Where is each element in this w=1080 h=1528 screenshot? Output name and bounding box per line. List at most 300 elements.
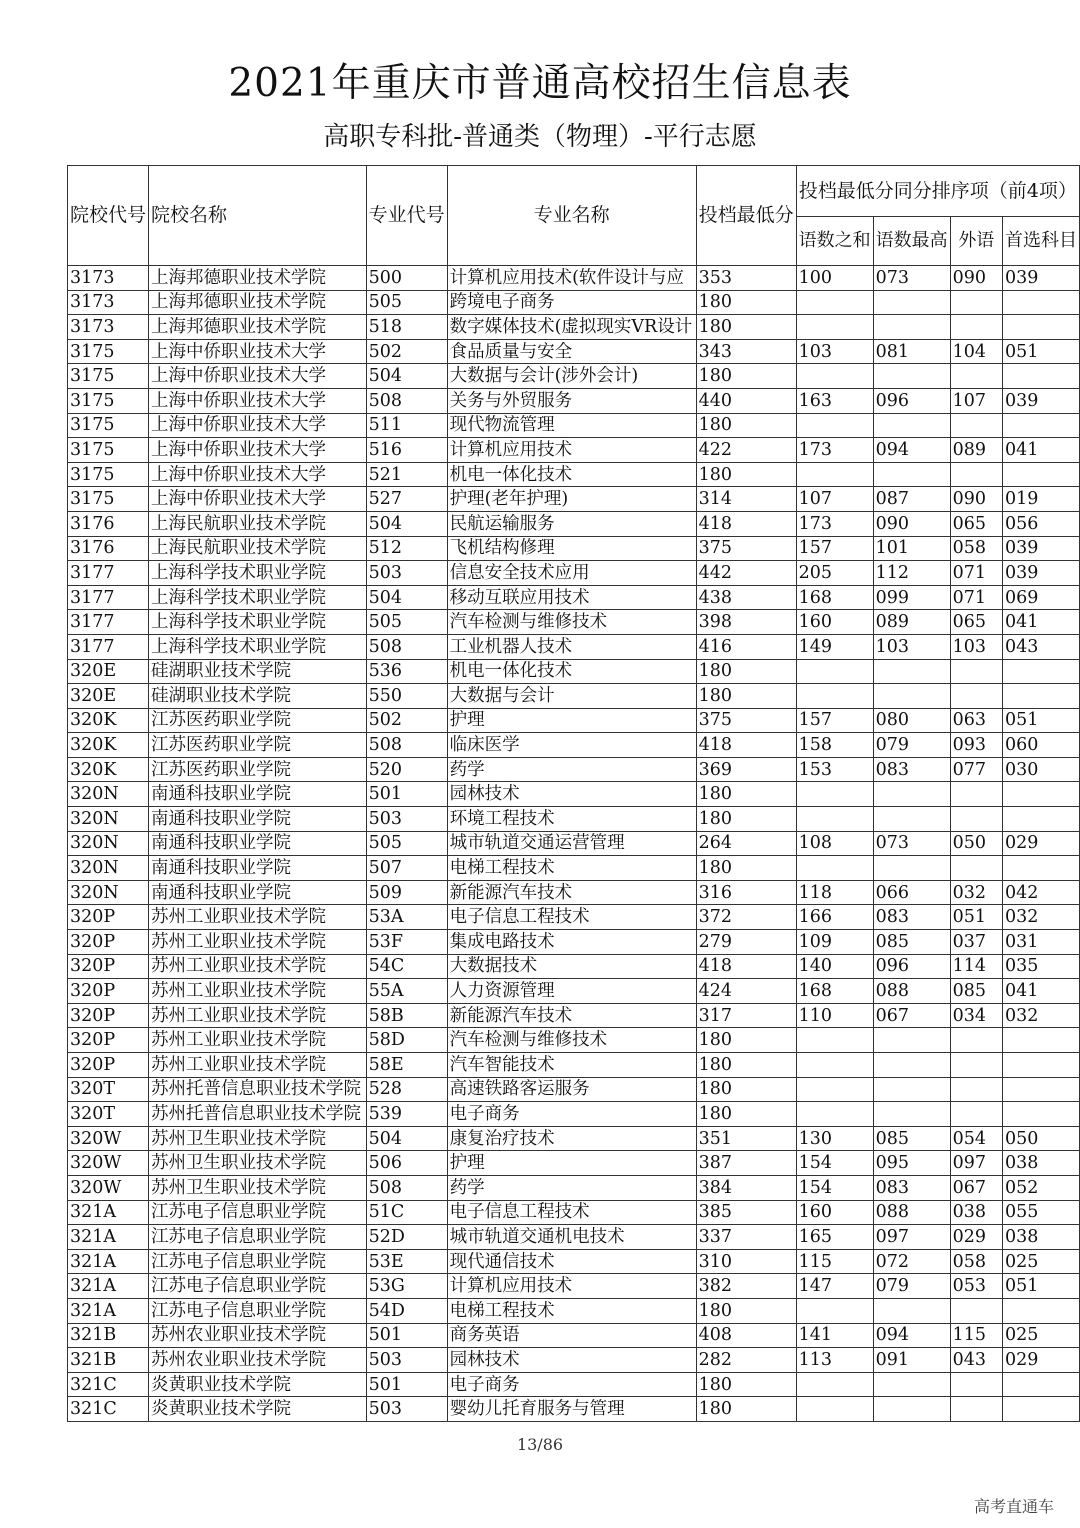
major-name-cell: 大数据与会计	[447, 684, 696, 709]
sum-chinese-math-cell: 153	[796, 757, 873, 782]
min-score-cell: 180	[696, 1397, 796, 1422]
min-score-cell: 418	[696, 954, 796, 979]
first-subject-cell	[1002, 1053, 1079, 1078]
min-score-cell: 314	[696, 487, 796, 512]
major-code-cell: 528	[366, 1077, 447, 1102]
max-chinese-math-cell	[873, 684, 950, 709]
foreign-language-cell: 097	[950, 1151, 1002, 1176]
sum-chinese-math-cell: 165	[796, 1225, 873, 1250]
max-chinese-math-cell: 079	[873, 1274, 950, 1299]
major-code-cell: 52D	[366, 1225, 447, 1250]
max-chinese-math-cell	[873, 1397, 950, 1422]
sum-chinese-math-cell	[796, 1298, 873, 1323]
foreign-language-cell: 053	[950, 1274, 1002, 1299]
school-code-cell: 320W	[68, 1151, 149, 1176]
school-code-cell: 3175	[68, 339, 149, 364]
sum-chinese-math-cell: 149	[796, 634, 873, 659]
major-code-cell: 503	[366, 1348, 447, 1373]
sum-chinese-math-cell	[796, 659, 873, 684]
table-row	[68, 315, 1080, 340]
foreign-language-cell	[950, 1028, 1002, 1053]
school-code-cell: 3175	[68, 462, 149, 487]
max-chinese-math-cell: 080	[873, 708, 950, 733]
min-score-cell: 343	[696, 339, 796, 364]
school-name-cell: 南通科技职业学院	[149, 807, 367, 832]
table-row	[68, 462, 1080, 487]
first-subject-cell	[1002, 1077, 1079, 1102]
max-chinese-math-cell: 085	[873, 1126, 950, 1151]
min-score-cell: 180	[696, 462, 796, 487]
major-name-cell: 计算机应用技术	[447, 438, 696, 463]
foreign-language-cell	[950, 1397, 1002, 1422]
sum-chinese-math-cell: 103	[796, 339, 873, 364]
table-row	[68, 388, 1080, 413]
school-code-cell: 3175	[68, 487, 149, 512]
table-row	[68, 266, 1080, 291]
school-code-cell: 3173	[68, 266, 149, 291]
school-name-cell: 苏州工业职业技术学院	[149, 905, 367, 930]
sum-chinese-math-cell	[796, 1372, 873, 1397]
major-name-cell: 高速铁路客运服务	[447, 1077, 696, 1102]
school-code-cell: 3175	[68, 438, 149, 463]
foreign-language-cell: 103	[950, 634, 1002, 659]
major-name-cell: 大数据与会计(涉外会计)	[447, 364, 696, 389]
table-row	[68, 1225, 1080, 1250]
sum-chinese-math-cell: 115	[796, 1249, 873, 1274]
foreign-language-cell: 115	[950, 1323, 1002, 1348]
table-row	[68, 757, 1080, 782]
school-code-cell: 321C	[68, 1397, 149, 1422]
table-row	[68, 1028, 1080, 1053]
major-name-cell: 数字媒体技术(虚拟现实VR设计	[447, 315, 696, 340]
first-subject-cell: 025	[1002, 1323, 1079, 1348]
header-first-subject: 首选科目	[1002, 217, 1079, 266]
foreign-language-cell	[950, 1102, 1002, 1127]
school-name-cell: 上海中侨职业技术大学	[149, 487, 367, 512]
brand-label: 高考直通车	[973, 1497, 1054, 1516]
major-code-cell: 539	[366, 1102, 447, 1127]
major-code-cell: 504	[366, 364, 447, 389]
school-code-cell: 320T	[68, 1077, 149, 1102]
major-name-cell: 关务与外贸服务	[447, 388, 696, 413]
sum-chinese-math-cell	[796, 1077, 873, 1102]
sum-chinese-math-cell: 110	[796, 1003, 873, 1028]
major-code-cell: 503	[366, 807, 447, 832]
major-name-cell: 商务英语	[447, 1323, 696, 1348]
school-name-cell: 苏州工业职业技术学院	[149, 1028, 367, 1053]
foreign-language-cell: 077	[950, 757, 1002, 782]
min-score-cell: 180	[696, 364, 796, 389]
school-code-cell: 320P	[68, 979, 149, 1004]
foreign-language-cell: 067	[950, 1175, 1002, 1200]
min-score-cell: 418	[696, 733, 796, 758]
min-score-cell: 180	[696, 315, 796, 340]
max-chinese-math-cell: 088	[873, 1200, 950, 1225]
foreign-language-cell: 090	[950, 266, 1002, 291]
major-code-cell: 503	[366, 1397, 447, 1422]
max-chinese-math-cell: 089	[873, 610, 950, 635]
major-name-cell: 信息安全技术应用	[447, 561, 696, 586]
min-score-cell: 353	[696, 266, 796, 291]
foreign-language-cell: 038	[950, 1200, 1002, 1225]
first-subject-cell: 069	[1002, 585, 1079, 610]
first-subject-cell: 055	[1002, 1200, 1079, 1225]
major-code-cell: 54D	[366, 1298, 447, 1323]
school-name-cell: 苏州卫生职业技术学院	[149, 1151, 367, 1176]
foreign-language-cell	[950, 462, 1002, 487]
major-name-cell: 康复治疗技术	[447, 1126, 696, 1151]
first-subject-cell: 038	[1002, 1151, 1079, 1176]
header-school-name: 院校名称	[149, 166, 367, 266]
school-name-cell: 上海中侨职业技术大学	[149, 388, 367, 413]
max-chinese-math-cell: 079	[873, 733, 950, 758]
school-name-cell: 苏州卫生职业技术学院	[149, 1126, 367, 1151]
major-code-cell: 508	[366, 733, 447, 758]
sum-chinese-math-cell: 141	[796, 1323, 873, 1348]
major-code-cell: 58D	[366, 1028, 447, 1053]
school-code-cell: 321C	[68, 1372, 149, 1397]
table-row	[68, 979, 1080, 1004]
max-chinese-math-cell: 090	[873, 511, 950, 536]
first-subject-cell: 043	[1002, 634, 1079, 659]
foreign-language-cell	[950, 413, 1002, 438]
school-code-cell: 3175	[68, 388, 149, 413]
min-score-cell: 180	[696, 1102, 796, 1127]
foreign-language-cell: 107	[950, 388, 1002, 413]
sum-chinese-math-cell	[796, 290, 873, 315]
min-score-cell: 180	[696, 290, 796, 315]
major-code-cell: 501	[366, 1323, 447, 1348]
major-code-cell: 512	[366, 536, 447, 561]
min-score-cell: 375	[696, 536, 796, 561]
school-code-cell: 320E	[68, 659, 149, 684]
table-row	[68, 880, 1080, 905]
table-row	[68, 782, 1080, 807]
major-code-cell: 511	[366, 413, 447, 438]
table-row	[68, 684, 1080, 709]
min-score-cell: 180	[696, 1372, 796, 1397]
sum-chinese-math-cell: 157	[796, 708, 873, 733]
max-chinese-math-cell: 087	[873, 487, 950, 512]
school-code-cell: 320N	[68, 807, 149, 832]
school-code-cell: 321A	[68, 1249, 149, 1274]
max-chinese-math-cell	[873, 1298, 950, 1323]
major-name-cell: 工业机器人技术	[447, 634, 696, 659]
school-name-cell: 江苏电子信息职业学院	[149, 1274, 367, 1299]
sum-chinese-math-cell: 205	[796, 561, 873, 586]
table-row	[68, 1397, 1080, 1422]
school-code-cell: 320W	[68, 1126, 149, 1151]
sum-chinese-math-cell: 168	[796, 979, 873, 1004]
school-name-cell: 苏州工业职业技术学院	[149, 954, 367, 979]
major-name-cell: 电子商务	[447, 1372, 696, 1397]
major-code-cell: 508	[366, 388, 447, 413]
foreign-language-cell: 037	[950, 930, 1002, 955]
max-chinese-math-cell: 073	[873, 266, 950, 291]
major-name-cell: 汽车智能技术	[447, 1053, 696, 1078]
max-chinese-math-cell: 112	[873, 561, 950, 586]
school-code-cell: 320P	[68, 954, 149, 979]
school-name-cell: 南通科技职业学院	[149, 880, 367, 905]
sum-chinese-math-cell: 107	[796, 487, 873, 512]
sum-chinese-math-cell	[796, 1053, 873, 1078]
first-subject-cell: 035	[1002, 954, 1079, 979]
table-row	[68, 1372, 1080, 1397]
major-name-cell: 电子信息工程技术	[447, 1200, 696, 1225]
max-chinese-math-cell	[873, 1102, 950, 1127]
foreign-language-cell	[950, 364, 1002, 389]
major-code-cell: 53E	[366, 1249, 447, 1274]
max-chinese-math-cell: 101	[873, 536, 950, 561]
foreign-language-cell: 065	[950, 511, 1002, 536]
school-name-cell: 上海中侨职业技术大学	[149, 364, 367, 389]
school-name-cell: 苏州卫生职业技术学院	[149, 1175, 367, 1200]
min-score-cell: 310	[696, 1249, 796, 1274]
sum-chinese-math-cell	[796, 807, 873, 832]
first-subject-cell: 025	[1002, 1249, 1079, 1274]
table-row	[68, 1323, 1080, 1348]
max-chinese-math-cell: 097	[873, 1225, 950, 1250]
min-score-cell: 180	[696, 1028, 796, 1053]
first-subject-cell: 039	[1002, 561, 1079, 586]
school-code-cell: 320N	[68, 856, 149, 881]
school-code-cell: 320K	[68, 733, 149, 758]
first-subject-cell: 041	[1002, 979, 1079, 1004]
sum-chinese-math-cell	[796, 782, 873, 807]
school-code-cell: 3177	[68, 585, 149, 610]
first-subject-cell: 056	[1002, 511, 1079, 536]
min-score-cell: 180	[696, 807, 796, 832]
school-name-cell: 上海邦德职业技术学院	[149, 315, 367, 340]
major-name-cell: 护理	[447, 1151, 696, 1176]
first-subject-cell: 029	[1002, 831, 1079, 856]
school-code-cell: 320P	[68, 930, 149, 955]
school-name-cell: 江苏电子信息职业学院	[149, 1298, 367, 1323]
school-name-cell: 上海邦德职业技术学院	[149, 290, 367, 315]
first-subject-cell: 051	[1002, 708, 1079, 733]
min-score-cell: 180	[696, 1298, 796, 1323]
max-chinese-math-cell: 083	[873, 757, 950, 782]
max-chinese-math-cell: 083	[873, 1175, 950, 1200]
school-code-cell: 321A	[68, 1298, 149, 1323]
major-code-cell: 505	[366, 290, 447, 315]
school-code-cell: 3173	[68, 290, 149, 315]
sum-chinese-math-cell: 154	[796, 1151, 873, 1176]
foreign-language-cell: 034	[950, 1003, 1002, 1028]
sum-chinese-math-cell: 147	[796, 1274, 873, 1299]
school-name-cell: 南通科技职业学院	[149, 782, 367, 807]
first-subject-cell: 039	[1002, 536, 1079, 561]
major-name-cell: 环境工程技术	[447, 807, 696, 832]
sum-chinese-math-cell: 154	[796, 1175, 873, 1200]
major-code-cell: 53G	[366, 1274, 447, 1299]
major-name-cell: 大数据技术	[447, 954, 696, 979]
foreign-language-cell	[950, 1077, 1002, 1102]
min-score-cell: 180	[696, 782, 796, 807]
sum-chinese-math-cell: 166	[796, 905, 873, 930]
table-row	[68, 1175, 1080, 1200]
first-subject-cell	[1002, 364, 1079, 389]
first-subject-cell: 039	[1002, 388, 1079, 413]
school-code-cell: 3176	[68, 511, 149, 536]
first-subject-cell	[1002, 1372, 1079, 1397]
min-score-cell: 180	[696, 1077, 796, 1102]
school-name-cell: 苏州工业职业技术学院	[149, 1053, 367, 1078]
major-name-cell: 新能源汽车技术	[447, 880, 696, 905]
major-name-cell: 新能源汽车技术	[447, 1003, 696, 1028]
table-row	[68, 930, 1080, 955]
min-score-cell: 369	[696, 757, 796, 782]
major-code-cell: 505	[366, 610, 447, 635]
major-code-cell: 518	[366, 315, 447, 340]
school-code-cell: 320N	[68, 782, 149, 807]
foreign-language-cell: 043	[950, 1348, 1002, 1373]
first-subject-cell: 019	[1002, 487, 1079, 512]
table-row	[68, 1003, 1080, 1028]
table-row	[68, 339, 1080, 364]
max-chinese-math-cell: 103	[873, 634, 950, 659]
major-name-cell: 跨境电子商务	[447, 290, 696, 315]
major-code-cell: 502	[366, 708, 447, 733]
table-row	[68, 364, 1080, 389]
header-foreign-language: 外语	[950, 217, 1002, 266]
first-subject-cell: 041	[1002, 438, 1079, 463]
min-score-cell: 180	[696, 659, 796, 684]
min-score-cell: 375	[696, 708, 796, 733]
header-min-score: 投档最低分	[696, 166, 796, 266]
major-code-cell: 505	[366, 831, 447, 856]
school-code-cell: 320N	[68, 831, 149, 856]
max-chinese-math-cell: 091	[873, 1348, 950, 1373]
foreign-language-cell: 104	[950, 339, 1002, 364]
sum-chinese-math-cell: 109	[796, 930, 873, 955]
sum-chinese-math-cell	[796, 413, 873, 438]
major-name-cell: 机电一体化技术	[447, 659, 696, 684]
school-code-cell: 321B	[68, 1323, 149, 1348]
header-school-code: 院校代号	[68, 166, 149, 266]
foreign-language-cell: 032	[950, 880, 1002, 905]
school-code-cell: 3177	[68, 561, 149, 586]
foreign-language-cell	[950, 290, 1002, 315]
school-name-cell: 炎黄职业技术学院	[149, 1372, 367, 1397]
table-row	[68, 536, 1080, 561]
first-subject-cell: 031	[1002, 930, 1079, 955]
page-number: 13/86	[516, 1435, 564, 1454]
school-name-cell: 硅湖职业技术学院	[149, 659, 367, 684]
min-score-cell: 180	[696, 1053, 796, 1078]
foreign-language-cell: 051	[950, 905, 1002, 930]
min-score-cell: 442	[696, 561, 796, 586]
school-name-cell: 苏州农业职业技术学院	[149, 1348, 367, 1373]
major-code-cell: 520	[366, 757, 447, 782]
table-row	[68, 954, 1080, 979]
first-subject-cell	[1002, 856, 1079, 881]
first-subject-cell	[1002, 659, 1079, 684]
major-code-cell: 504	[366, 585, 447, 610]
first-subject-cell	[1002, 1102, 1079, 1127]
foreign-language-cell: 058	[950, 1249, 1002, 1274]
document-subtitle: 高职专科批-普通类（物理）-平行志愿	[323, 122, 757, 152]
max-chinese-math-cell	[873, 782, 950, 807]
sum-chinese-math-cell	[796, 684, 873, 709]
sum-chinese-math-cell	[796, 462, 873, 487]
major-code-cell: 536	[366, 659, 447, 684]
major-name-cell: 园林技术	[447, 1348, 696, 1373]
major-code-cell: 507	[366, 856, 447, 881]
min-score-cell: 440	[696, 388, 796, 413]
min-score-cell: 438	[696, 585, 796, 610]
foreign-language-cell	[950, 1372, 1002, 1397]
school-code-cell: 320W	[68, 1175, 149, 1200]
sum-chinese-math-cell	[796, 1102, 873, 1127]
school-code-cell: 320E	[68, 684, 149, 709]
max-chinese-math-cell	[873, 413, 950, 438]
max-chinese-math-cell: 067	[873, 1003, 950, 1028]
table-row	[68, 831, 1080, 856]
major-name-cell: 飞机结构修理	[447, 536, 696, 561]
max-chinese-math-cell: 072	[873, 1249, 950, 1274]
foreign-language-cell	[950, 1053, 1002, 1078]
major-code-cell: 550	[366, 684, 447, 709]
first-subject-cell	[1002, 462, 1079, 487]
major-name-cell: 现代物流管理	[447, 413, 696, 438]
school-name-cell: 上海邦德职业技术学院	[149, 266, 367, 291]
first-subject-cell: 030	[1002, 757, 1079, 782]
school-name-cell: 上海民航职业技术学院	[149, 511, 367, 536]
table-row	[68, 413, 1080, 438]
table-row	[68, 659, 1080, 684]
sum-chinese-math-cell: 140	[796, 954, 873, 979]
min-score-cell: 317	[696, 1003, 796, 1028]
foreign-language-cell: 065	[950, 610, 1002, 635]
major-name-cell: 临床医学	[447, 733, 696, 758]
min-score-cell: 398	[696, 610, 796, 635]
major-code-cell: 51C	[366, 1200, 447, 1225]
min-score-cell: 422	[696, 438, 796, 463]
school-code-cell: 321A	[68, 1200, 149, 1225]
major-name-cell: 电子信息工程技术	[447, 905, 696, 930]
first-subject-cell: 041	[1002, 610, 1079, 635]
table-row	[68, 511, 1080, 536]
first-subject-cell: 051	[1002, 1274, 1079, 1299]
major-code-cell: 53F	[366, 930, 447, 955]
first-subject-cell	[1002, 413, 1079, 438]
foreign-language-cell	[950, 684, 1002, 709]
school-code-cell: 320K	[68, 708, 149, 733]
min-score-cell: 316	[696, 880, 796, 905]
school-name-cell: 上海科学技术职业学院	[149, 634, 367, 659]
max-chinese-math-cell	[873, 659, 950, 684]
major-name-cell: 计算机应用技术	[447, 1274, 696, 1299]
sum-chinese-math-cell	[796, 315, 873, 340]
table-row	[68, 1298, 1080, 1323]
school-code-cell: 3175	[68, 364, 149, 389]
sum-chinese-math-cell: 168	[796, 585, 873, 610]
first-subject-cell	[1002, 315, 1079, 340]
foreign-language-cell: 029	[950, 1225, 1002, 1250]
major-name-cell: 民航运输服务	[447, 511, 696, 536]
foreign-language-cell	[950, 315, 1002, 340]
min-score-cell: 337	[696, 1225, 796, 1250]
min-score-cell: 418	[696, 511, 796, 536]
first-subject-cell: 060	[1002, 733, 1079, 758]
min-score-cell: 180	[696, 856, 796, 881]
major-code-cell: 500	[366, 266, 447, 291]
major-name-cell: 护理(老年护理)	[447, 487, 696, 512]
max-chinese-math-cell: 099	[873, 585, 950, 610]
school-code-cell: 3176	[68, 536, 149, 561]
major-code-cell: 521	[366, 462, 447, 487]
